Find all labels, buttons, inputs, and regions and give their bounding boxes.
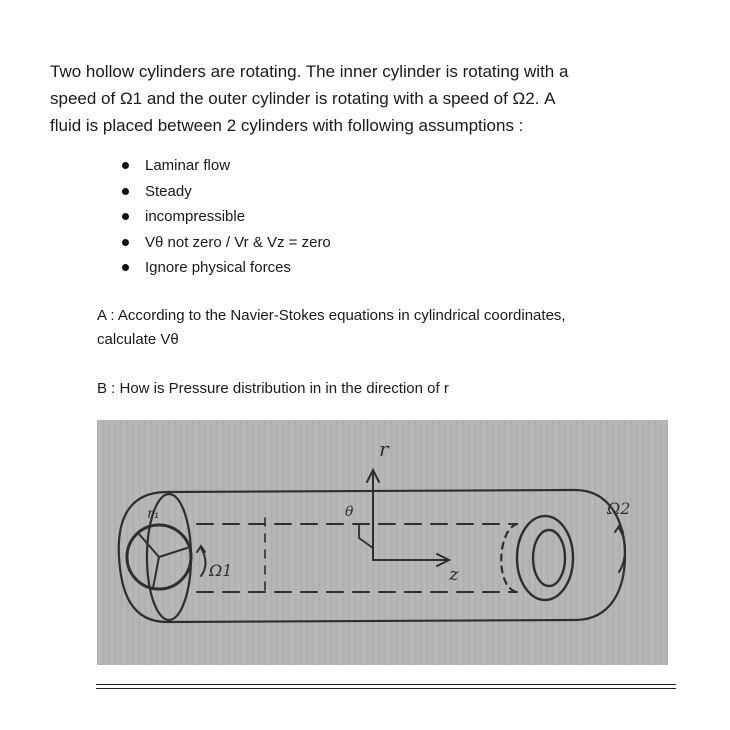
assumption-item: Vθ not zero / Vr & Vz = zero	[120, 230, 331, 256]
theta-label: θ	[345, 504, 354, 520]
r-axis-label: r	[379, 437, 389, 461]
omega2-label: Ω2	[607, 499, 631, 518]
question-a	[97, 304, 697, 352]
omega1-label: Ω1	[209, 561, 233, 580]
cylinder-figure	[97, 420, 668, 665]
problem-statement-line-1: Two hollow cylinders are rotating. The inner cylinder is rotating with a	[50, 62, 569, 81]
r1-label: r₁	[147, 506, 160, 522]
assumption-item: Steady	[120, 179, 331, 205]
problem-statement-line-3: fluid is placed between 2 cylinders with following assumptions :	[50, 116, 524, 135]
question-b: B : How is Pressure distribution in in the direction of r	[97, 380, 449, 397]
footer-rule-top	[96, 684, 676, 685]
cylinder-sketch	[97, 420, 668, 665]
problem-statement	[50, 58, 690, 139]
assumption-item: incompressible	[120, 204, 331, 230]
assumption-list	[120, 153, 331, 281]
footer-rule-bottom	[96, 688, 676, 689]
question-a-line-1: A : According to the Navier-Stokes equations in cylindrical coordinates,	[97, 307, 566, 324]
z-axis-label: z	[449, 564, 459, 585]
question-a-line-2: calculate Vθ	[97, 331, 179, 348]
assumption-item: Laminar flow	[120, 153, 331, 179]
assumption-item: Ignore physical forces	[120, 255, 331, 281]
problem-statement-line-2: speed of Ω1 and the outer cylinder is rotating with a speed of Ω2. A	[50, 89, 556, 108]
